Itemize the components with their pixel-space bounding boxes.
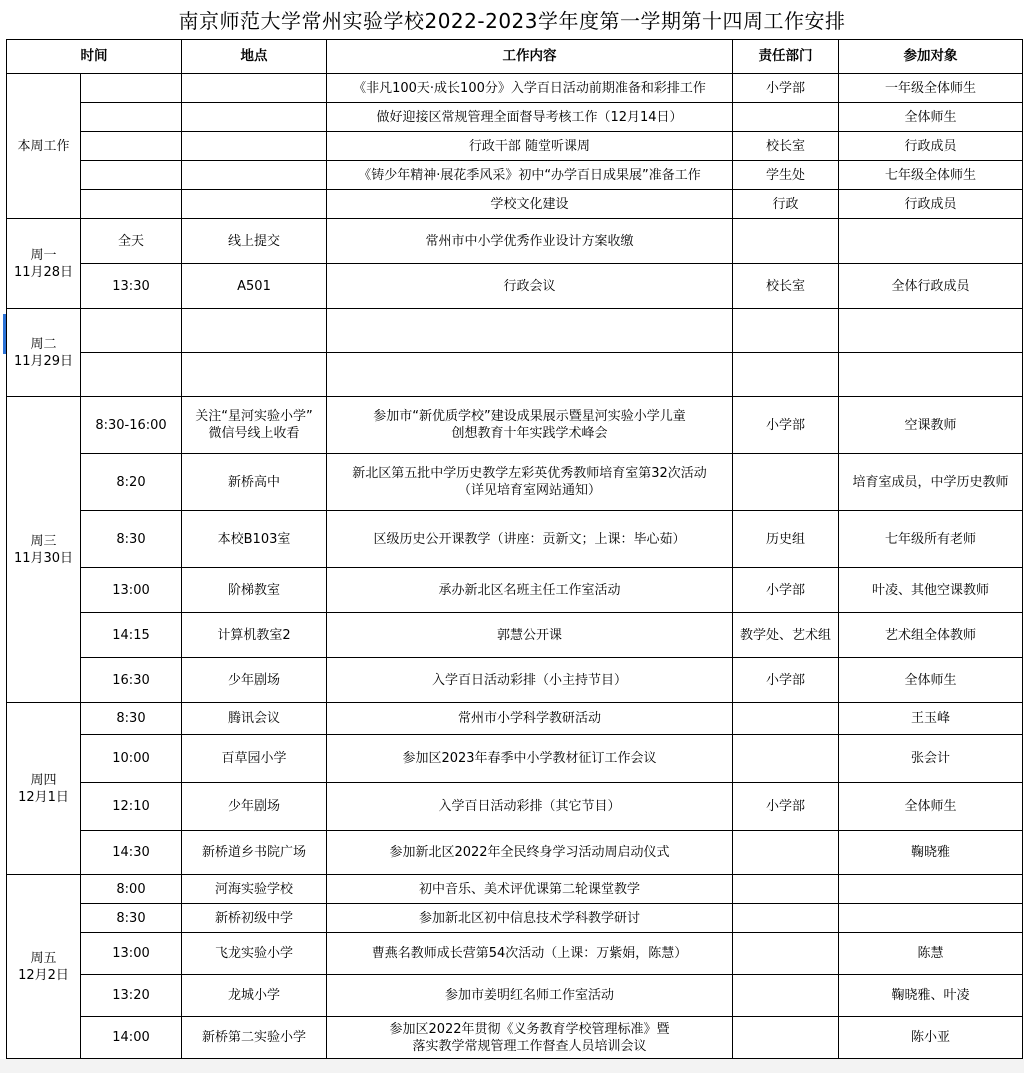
who-cell[interactable]: 张会计 [839,735,1023,783]
dept-cell[interactable]: 历史组 [733,511,839,568]
time-cell[interactable]: 13:00 [81,933,182,975]
table-row [7,613,1023,658]
place-cell[interactable] [182,74,327,103]
content-cell[interactable]: 常州市小学科学教研活动 [327,703,733,735]
sheet-bottom-area [0,1059,1024,1073]
table-row [7,161,1023,190]
day-cell-thursday[interactable]: 周四 12月1日 [7,703,81,875]
day-cell-tuesday[interactable]: 周二 11月29日 [7,309,81,397]
dept-cell[interactable]: 校长室 [733,264,839,309]
table-row [7,190,1023,219]
time-cell[interactable] [81,190,182,219]
place-cell[interactable] [182,161,327,190]
header-place[interactable]: 地点 [182,40,327,74]
dept-cell[interactable] [733,219,839,264]
who-cell[interactable]: 行政成员 [839,190,1023,219]
dept-cell[interactable] [733,933,839,975]
day-cell-week[interactable]: 本周工作 [7,74,81,219]
dept-cell[interactable]: 小学部 [733,568,839,613]
time-cell[interactable] [81,103,182,132]
who-cell[interactable]: 全体师生 [839,783,1023,831]
dept-cell[interactable] [733,454,839,511]
content-cell[interactable]: 参加区2022年贯彻《义务教育学校管理标准》暨 落实教学常规管理工作督查人员培训会议 [327,1017,733,1059]
who-cell[interactable]: 全体行政成员 [839,264,1023,309]
place-cell[interactable]: 计算机教室2 [182,613,327,658]
dept-cell[interactable] [733,1017,839,1059]
place-cell[interactable] [182,190,327,219]
place-cell[interactable]: A501 [182,264,327,309]
header-who[interactable]: 参加对象 [839,40,1023,74]
who-cell[interactable] [839,904,1023,933]
table-row [7,875,1023,904]
content-cell[interactable]: 新北区第五批中学历史教学左彩英优秀教师培育室第32次活动 （详见培育室网站通知） [327,454,733,511]
place-cell[interactable]: 新桥第二实验小学 [182,1017,327,1059]
dept-cell[interactable] [733,831,839,875]
dept-cell[interactable] [733,309,839,353]
place-cell[interactable] [182,132,327,161]
table-row [7,735,1023,783]
place-cell[interactable]: 线上提交 [182,219,327,264]
who-cell[interactable] [839,875,1023,904]
time-cell[interactable]: 13:30 [81,264,182,309]
dept-cell[interactable] [733,703,839,735]
dept-cell[interactable]: 小学部 [733,658,839,703]
dept-cell[interactable] [733,353,839,397]
content-cell[interactable]: 初中音乐、美术评优课第二轮课堂教学 [327,875,733,904]
place-cell[interactable]: 关注“星河实验小学” 微信号线上收看 [182,397,327,454]
time-cell[interactable]: 13:00 [81,568,182,613]
table-row [7,658,1023,703]
place-cell[interactable]: 本校B103室 [182,511,327,568]
row-selection-marker [3,314,6,354]
dept-cell[interactable] [733,875,839,904]
place-cell[interactable]: 新桥初级中学 [182,904,327,933]
time-cell[interactable]: 8:30 [81,511,182,568]
time-cell[interactable]: 13:20 [81,975,182,1017]
table-row [7,703,1023,735]
content-cell[interactable]: 承办新北区名班主任工作室活动 [327,568,733,613]
place-cell[interactable]: 少年剧场 [182,658,327,703]
dept-cell[interactable] [733,975,839,1017]
day-cell-monday[interactable]: 周一 11月28日 [7,219,81,309]
table-row [7,74,1023,103]
table-row [7,568,1023,613]
place-cell[interactable] [182,353,327,397]
content-cell[interactable]: 参加新北区2022年全民终身学习活动周启动仪式 [327,831,733,875]
schedule-table [6,39,1023,1059]
dept-cell[interactable] [733,904,839,933]
page-title: 南京师范大学常州实验学校2022-2023学年度第一学期第十四周工作安排 [178,8,846,33]
dept-cell[interactable]: 小学部 [733,397,839,454]
header-dept[interactable]: 责任部门 [733,40,839,74]
place-cell[interactable]: 新桥高中 [182,454,327,511]
time-cell[interactable]: 8:20 [81,454,182,511]
time-cell[interactable] [81,309,182,353]
table-row [7,103,1023,132]
content-cell[interactable]: 曹燕名教师成长营第54次活动（上课：万紫娟，陈慧） [327,933,733,975]
place-cell[interactable]: 少年剧场 [182,783,327,831]
table-row [7,831,1023,875]
who-cell[interactable]: 全体师生 [839,658,1023,703]
place-cell[interactable]: 飞龙实验小学 [182,933,327,975]
time-cell[interactable]: 8:30 [81,703,182,735]
dept-cell[interactable]: 学生处 [733,161,839,190]
place-cell[interactable]: 河海实验学校 [182,875,327,904]
content-cell[interactable]: 区级历史公开课教学（讲座：贡新文；上课：毕心茹） [327,511,733,568]
dept-cell[interactable]: 校长室 [733,132,839,161]
content-cell[interactable]: 《非凡100天·成长100分》入学百日活动前期准备和彩排工作 [327,74,733,103]
content-cell[interactable]: 行政会议 [327,264,733,309]
time-cell[interactable] [81,353,182,397]
content-cell[interactable]: 参加新北区初中信息技术学科教学研讨 [327,904,733,933]
content-cell[interactable]: 入学百日活动彩排（小主持节目） [327,658,733,703]
header-content[interactable]: 工作内容 [327,40,733,74]
who-cell[interactable] [839,219,1023,264]
time-cell[interactable]: 8:30-16:00 [81,397,182,454]
who-cell[interactable]: 陈慧 [839,933,1023,975]
dept-cell[interactable] [733,735,839,783]
content-cell[interactable]: 参加市姜明红名师工作室活动 [327,975,733,1017]
place-cell[interactable]: 百草园小学 [182,735,327,783]
table-row [7,309,1023,353]
who-cell[interactable] [839,353,1023,397]
table-row [7,783,1023,831]
dept-cell[interactable] [733,103,839,132]
who-cell[interactable]: 培育室成员，中学历史教师 [839,454,1023,511]
table-row [7,975,1023,1017]
who-cell[interactable]: 七年级所有老师 [839,511,1023,568]
who-cell[interactable] [839,309,1023,353]
time-cell[interactable] [81,74,182,103]
table-row [7,219,1023,264]
content-cell[interactable]: 参加市“新优质学校”建设成果展示暨星河实验小学儿童 创想教育十年实践学术峰会 [327,397,733,454]
who-cell[interactable]: 陈小亚 [839,1017,1023,1059]
table-row [7,132,1023,161]
time-cell[interactable]: 12:10 [81,783,182,831]
time-cell[interactable] [81,132,182,161]
place-cell[interactable]: 阶梯教室 [182,568,327,613]
time-cell[interactable]: 10:00 [81,735,182,783]
who-cell[interactable]: 鞠晓雅、叶凌 [839,975,1023,1017]
place-cell[interactable] [182,309,327,353]
time-cell[interactable]: 8:30 [81,904,182,933]
content-cell[interactable] [327,353,733,397]
time-cell[interactable]: 全天 [81,219,182,264]
content-cell[interactable]: 常州市中小学优秀作业设计方案收缴 [327,219,733,264]
time-cell[interactable]: 14:30 [81,831,182,875]
who-cell[interactable]: 王玉峰 [839,703,1023,735]
dept-cell[interactable]: 小学部 [733,783,839,831]
table-row [7,397,1023,454]
table-row [7,933,1023,975]
dept-cell[interactable]: 教学处、艺术组 [733,613,839,658]
time-cell[interactable]: 8:00 [81,875,182,904]
table-row [7,511,1023,568]
table-row [7,353,1023,397]
who-cell[interactable]: 鞠晓雅 [839,831,1023,875]
table-row [7,904,1023,933]
content-cell[interactable]: 郭慧公开课 [327,613,733,658]
table-row [7,1017,1023,1059]
who-cell[interactable]: 全体师生 [839,103,1023,132]
place-cell[interactable]: 龙城小学 [182,975,327,1017]
day-cell-wednesday[interactable]: 周三 11月30日 [7,397,81,703]
place-cell[interactable]: 腾讯会议 [182,703,327,735]
content-cell[interactable]: 学校文化建设 [327,190,733,219]
dept-cell[interactable]: 小学部 [733,74,839,103]
dept-cell[interactable]: 行政 [733,190,839,219]
who-cell[interactable]: 一年级全体师生 [839,74,1023,103]
time-cell[interactable]: 16:30 [81,658,182,703]
content-cell[interactable] [327,309,733,353]
place-cell[interactable]: 新桥道乡书院广场 [182,831,327,875]
table-row [7,264,1023,309]
content-cell[interactable]: 入学百日活动彩排（其它节目） [327,783,733,831]
content-cell[interactable]: 行政干部 随堂听课周 [327,132,733,161]
who-cell[interactable]: 艺术组全体教师 [839,613,1023,658]
who-cell[interactable]: 行政成员 [839,132,1023,161]
who-cell[interactable]: 七年级全体师生 [839,161,1023,190]
table-row [7,454,1023,511]
content-cell[interactable]: 《铸少年精神·展花季风采》初中“办学百日成果展”准备工作 [327,161,733,190]
who-cell[interactable]: 空课教师 [839,397,1023,454]
header-time[interactable]: 时间 [7,40,182,74]
time-cell[interactable]: 14:00 [81,1017,182,1059]
content-cell[interactable]: 参加区2023年春季中小学教材征订工作会议 [327,735,733,783]
header-row [7,40,1023,74]
time-cell[interactable] [81,161,182,190]
who-cell[interactable]: 叶凌、其他空课教师 [839,568,1023,613]
time-cell[interactable]: 14:15 [81,613,182,658]
day-cell-friday[interactable]: 周五 12月2日 [7,875,81,1059]
place-cell[interactable] [182,103,327,132]
content-cell[interactable]: 做好迎接区常规管理全面督导考核工作（12月14日） [327,103,733,132]
